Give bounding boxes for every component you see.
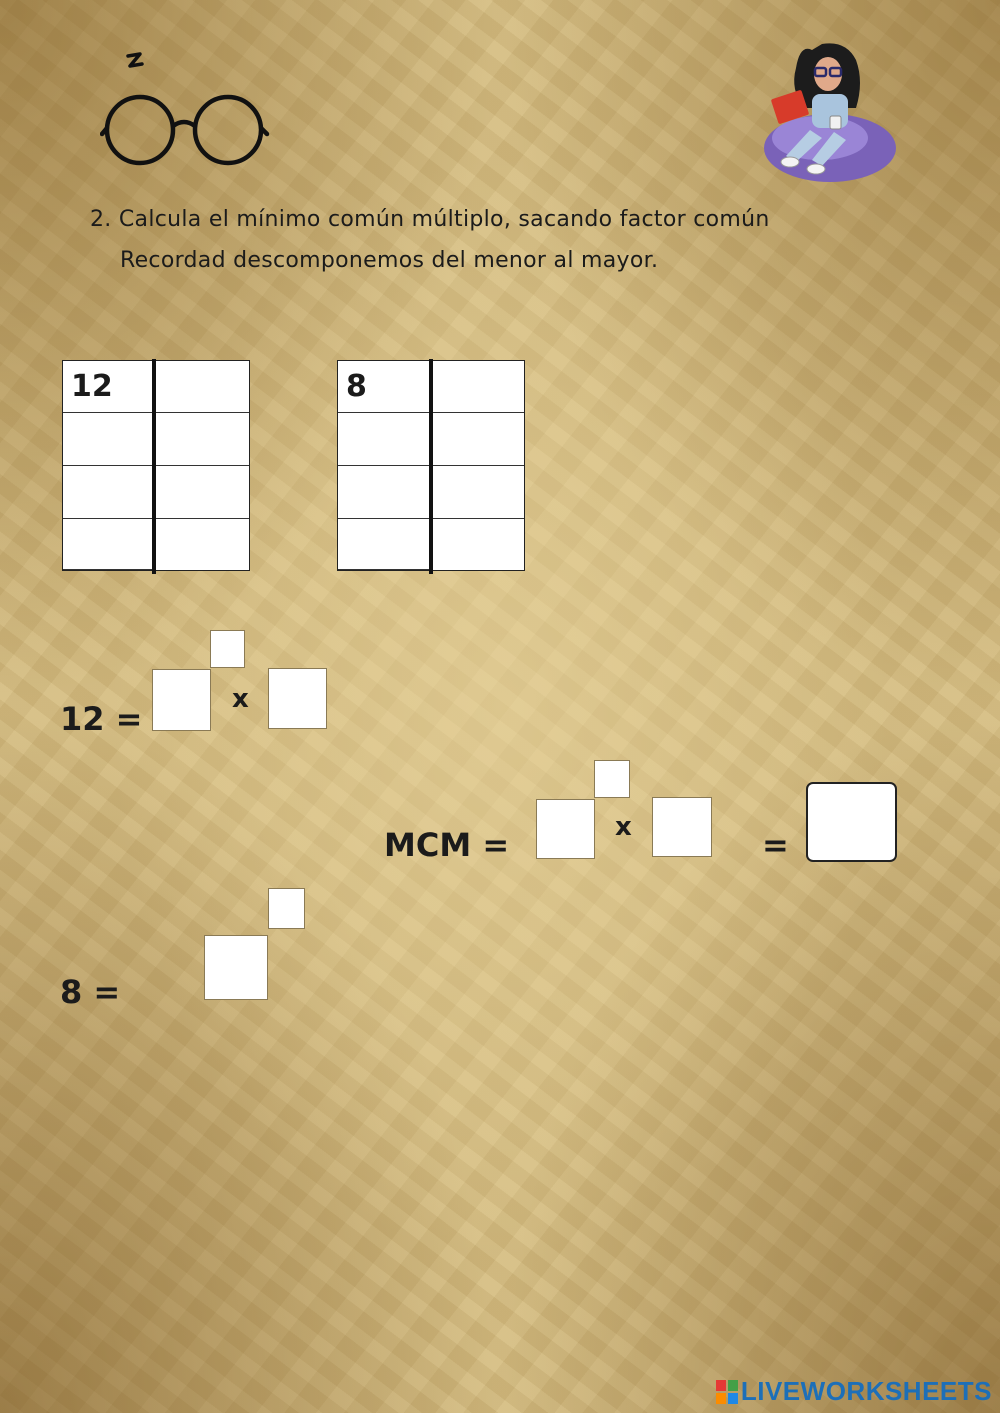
- answer-cell[interactable]: [431, 413, 524, 466]
- answer-cell[interactable]: [431, 466, 524, 519]
- answer-cell[interactable]: [156, 466, 249, 519]
- teacher-avatar: [760, 38, 900, 186]
- instruction-line-2: Recordad descomponemos del menor al mayor.: [120, 248, 659, 273]
- table-divider: [429, 359, 433, 574]
- exponent-input[interactable]: [594, 760, 630, 798]
- base-input[interactable]: [152, 669, 211, 731]
- base-input[interactable]: [652, 797, 712, 857]
- base-input[interactable]: [536, 799, 595, 859]
- answer-cell[interactable]: [338, 466, 431, 519]
- answer-cell[interactable]: [156, 519, 249, 570]
- table-cell: [63, 361, 156, 413]
- brand-name: LIVEWORKSHEETS: [740, 1376, 992, 1406]
- glasses-scar-icon: [100, 44, 270, 170]
- base-input[interactable]: [204, 935, 268, 1000]
- table-divider: [152, 359, 156, 574]
- exponent-input[interactable]: [210, 630, 245, 668]
- table-number: 12: [71, 369, 113, 404]
- answer-cell[interactable]: [338, 413, 431, 466]
- answer-cell[interactable]: [63, 413, 156, 466]
- answer-cell[interactable]: [156, 361, 249, 413]
- answer-cell[interactable]: [63, 466, 156, 519]
- table-number: 8: [346, 369, 367, 404]
- liveworksheets-icon: [715, 1379, 739, 1405]
- mcm-label: MCM =: [384, 826, 510, 864]
- equation-12-label: 12 =: [60, 700, 143, 738]
- equation-8-label: 8 =: [60, 973, 121, 1011]
- answer-cell[interactable]: [431, 519, 524, 570]
- liveworksheets-logo: [715, 1376, 992, 1407]
- factor-table-12: [62, 360, 250, 571]
- times-sign: x: [615, 812, 632, 842]
- factor-table-8: [337, 360, 525, 571]
- base-input[interactable]: [268, 668, 327, 729]
- answer-cell[interactable]: [63, 519, 156, 570]
- answer-cell[interactable]: [431, 361, 524, 413]
- instruction-line-1: 2. Calcula el mínimo común múltiplo, sacando factor común: [90, 207, 770, 232]
- exponent-input[interactable]: [268, 888, 305, 929]
- equals-sign: =: [762, 826, 789, 864]
- mcm-result-input[interactable]: [806, 782, 897, 862]
- answer-cell[interactable]: [338, 519, 431, 570]
- times-sign: x: [232, 684, 249, 714]
- table-cell: [338, 361, 431, 413]
- answer-cell[interactable]: [156, 413, 249, 466]
